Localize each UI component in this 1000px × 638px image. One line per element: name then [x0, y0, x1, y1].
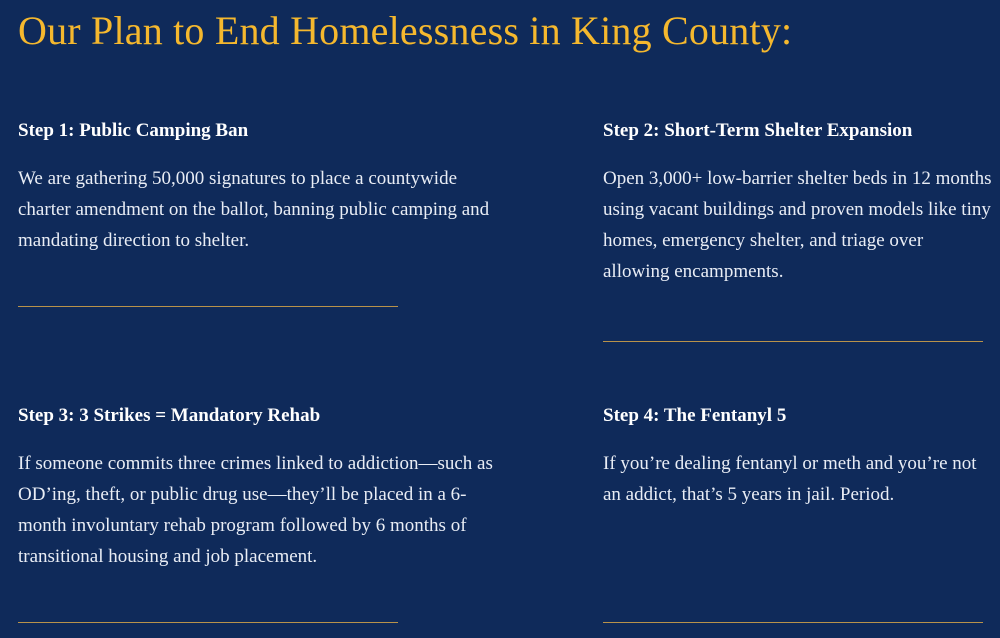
step-2-body: Open 3,000+ low-barrier shelter beds in 12 months using vacant buildings and proven models like tiny homes, emergency shelter, and triage over allowing encampments. [603, 167, 992, 282]
step-3-heading: Step 3: 3 Strikes = Mandatory Rehab [18, 405, 321, 426]
step-1-body: We are gathering 50,000 signatures to place a countywide charter amendment on the ballot, banning public camping and mandating direction to shelter. [18, 167, 490, 251]
step-3-section [18, 405, 508, 572]
step-2-heading: Step 2: Short-Term Shelter Expansion [603, 120, 913, 141]
step-1-divider [18, 306, 398, 307]
step-4-body: If you’re dealing fentanyl or meth and you’re not an addict, that’s 5 years in jail. Period. [603, 452, 977, 505]
step-3-divider [18, 622, 398, 623]
step-2-section [603, 120, 993, 287]
step-1-section [18, 120, 498, 256]
page-title: Our Plan to End Homelessness in King County: [18, 8, 793, 53]
step-2-divider [603, 341, 983, 342]
step-4-section [603, 405, 993, 510]
step-1-heading: Step 1: Public Camping Ban [18, 120, 249, 141]
step-4-divider [603, 622, 983, 623]
step-3-body: If someone commits three crimes linked to addiction—such as OD’ing, theft, or public drug use—they’ll be placed in a 6-month involuntary rehab program followed by 6 months of transitional housing and job placement. [18, 452, 493, 567]
step-4-heading: Step 4: The Fentanyl 5 [603, 405, 787, 426]
